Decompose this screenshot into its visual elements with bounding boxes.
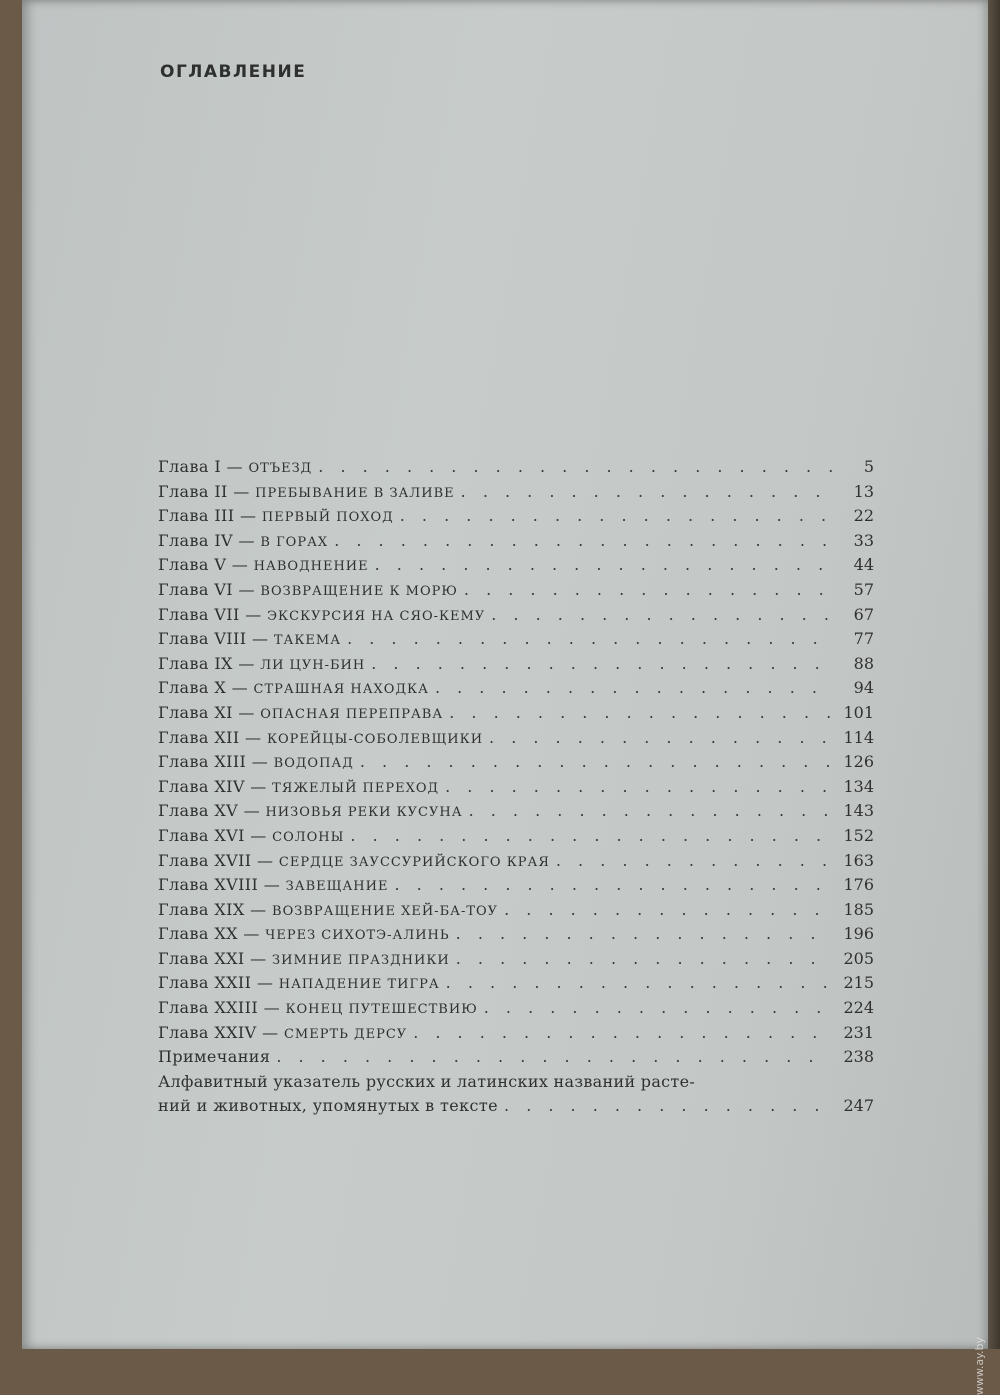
- chapter-label: [158, 580, 458, 599]
- em-dash: —: [233, 579, 261, 599]
- chapter-title: ЧЕРЕЗ СИХОТЭ-АЛИНЬ: [265, 928, 450, 944]
- page-number: 152: [843, 825, 874, 845]
- chapter-label: [158, 924, 450, 943]
- chapter-number: Глава XIII: [158, 752, 247, 772]
- chapter-number: Глава XV: [158, 801, 239, 821]
- watermark: www.ay.by: [973, 1337, 986, 1395]
- page-number: 57: [853, 579, 874, 599]
- chapter-number: Глава XX: [158, 924, 238, 944]
- chapter-title: СЕРДЦЕ ЗАУССУРИЙСКОГО КРАЯ: [278, 854, 550, 870]
- em-dash: —: [244, 776, 273, 796]
- em-dash: —: [244, 899, 273, 919]
- chapter-title: НАПАДЕНИЕ ТИГРА: [278, 977, 440, 993]
- page-title: ОГЛАВЛЕНИЕ: [160, 62, 307, 82]
- toc-chapter-entry: [158, 777, 874, 802]
- chapter-title: ОПАСНАЯ ПЕРЕПРАВА: [260, 706, 444, 722]
- em-dash: —: [221, 457, 249, 476]
- chapter-label: [158, 678, 429, 697]
- toc-chapter-entry: [158, 482, 874, 507]
- toc-notes-entry: [158, 1047, 874, 1072]
- em-dash: —: [251, 850, 279, 870]
- toc-chapter-entry: [158, 728, 874, 753]
- chapter-label: [158, 703, 443, 722]
- chapter-label: [158, 826, 344, 845]
- chapter-label: [158, 506, 394, 525]
- leader-dots: [371, 654, 832, 673]
- toc-chapter-entry: [158, 1023, 874, 1048]
- book-edge: [988, 0, 1000, 1349]
- chapter-number: Глава IV: [158, 530, 234, 550]
- leader-dots: [556, 851, 832, 870]
- chapter-label: [158, 949, 450, 968]
- page-number: 101: [843, 702, 874, 722]
- chapter-title: ЭКСКУРСИЯ НА СЯО-КЕМУ: [267, 608, 486, 624]
- page-number: 88: [853, 653, 874, 673]
- chapter-label: [158, 605, 485, 624]
- chapter-number: Глава IX: [158, 653, 233, 673]
- chapter-number: Глава XIV: [158, 776, 245, 796]
- chapter-number: Глава V: [158, 555, 227, 575]
- chapter-label: [158, 482, 455, 501]
- page-number: 224: [843, 998, 874, 1018]
- chapter-title: В ГОРАХ: [260, 534, 329, 550]
- chapter-number: Глава I: [158, 457, 222, 476]
- leader-dots: [464, 580, 832, 599]
- chapter-number: Глава VIII: [158, 629, 247, 649]
- em-dash: —: [226, 555, 254, 575]
- notes-label: Примечания: [158, 1047, 271, 1067]
- chapter-title: ЗАВЕЩАНИЕ: [285, 879, 389, 895]
- page-number: 33: [853, 530, 874, 550]
- chapter-title: ЛИ ЦУН-БИН: [260, 657, 366, 673]
- page-number: 22: [853, 506, 874, 526]
- index-label-line-2: ний и животных, упомянутых в тексте: [158, 1095, 499, 1115]
- page-number: 185: [843, 899, 874, 919]
- leader-dots: [360, 752, 832, 771]
- chapter-label: [158, 801, 463, 820]
- chapter-number: Глава XVII: [158, 850, 252, 870]
- toc-chapter-entry: [158, 875, 874, 900]
- chapter-title: ПЕРВЫЙ ПОХОД: [261, 510, 394, 526]
- leader-dots: [394, 875, 832, 894]
- chapter-number: Глава XXIII: [158, 998, 259, 1018]
- chapter-label: [158, 531, 328, 550]
- leader-dots: [484, 998, 832, 1017]
- em-dash: —: [232, 653, 261, 673]
- em-dash: —: [239, 604, 268, 624]
- em-dash: —: [251, 973, 279, 993]
- em-dash: —: [233, 530, 261, 550]
- toc-chapter-entry: [158, 506, 874, 531]
- index-page-number: 247: [843, 1095, 874, 1115]
- chapter-number: Глава XVI: [158, 825, 245, 845]
- em-dash: —: [258, 875, 286, 895]
- chapter-title: ТЯЖЕЛЫЙ ПЕРЕХОД: [272, 780, 440, 796]
- toc-chapter-entry: [158, 973, 874, 998]
- em-dash: —: [226, 678, 254, 698]
- chapter-title: ВОЗВРАЩЕНИЕ К МОРЮ: [260, 583, 458, 599]
- leader-dots: [504, 1096, 832, 1115]
- notes-page-number: 238: [843, 1047, 874, 1067]
- chapter-label: [158, 777, 439, 796]
- toc-chapter-entry: [158, 555, 874, 580]
- em-dash: —: [232, 702, 261, 722]
- leader-dots: [445, 777, 832, 796]
- chapter-title: СМЕРТЬ ДЕРСУ: [283, 1026, 408, 1042]
- em-dash: —: [238, 801, 266, 821]
- em-dash: —: [256, 1022, 284, 1042]
- chapter-title: НИЗОВЬЯ РЕКИ КУСУНА: [265, 805, 463, 821]
- page-number: 13: [853, 481, 874, 501]
- leader-dots: [347, 629, 832, 648]
- toc-index-entry: [158, 1072, 874, 1120]
- toc-chapter-entry: [158, 752, 874, 777]
- chapter-number: Глава XII: [158, 727, 240, 747]
- toc-chapter-entry: [158, 531, 874, 556]
- chapter-label: [158, 1023, 407, 1042]
- chapter-title: КОРЕЙЦЫ-СОБОЛЕВЩИКИ: [266, 731, 484, 747]
- chapter-title: КОНЕЦ ПУТЕШЕСТВИЮ: [285, 1002, 478, 1018]
- toc-chapter-entry: [158, 998, 874, 1023]
- chapter-label: [158, 973, 440, 992]
- chapter-title: ЗИМНИЕ ПРАЗДНИКИ: [272, 952, 450, 968]
- em-dash: —: [227, 481, 256, 501]
- em-dash: —: [237, 924, 266, 944]
- chapter-title: ВОЗВРАЩЕНИЕ ХЕЙ-БА-ТОУ: [272, 903, 499, 919]
- em-dash: —: [246, 629, 274, 649]
- em-dash: —: [258, 998, 286, 1018]
- toc-chapter-entry: [158, 826, 874, 851]
- chapter-number: Глава XVIII: [158, 875, 259, 895]
- show-through-text: [582, 80, 735, 168]
- toc-chapter-entry: [158, 801, 874, 826]
- leader-dots: [435, 678, 832, 697]
- chapter-number: Глава VII: [158, 604, 240, 624]
- toc-chapter-entry: [158, 605, 874, 630]
- leader-dots: [400, 506, 832, 525]
- chapter-title: ПРЕБЫВАНИЕ В ЗАЛИВЕ: [255, 485, 455, 501]
- page-number: 215: [843, 973, 874, 993]
- chapter-label: [158, 900, 498, 919]
- chapter-number: Глава XXIV: [158, 1022, 257, 1042]
- chapter-label: [158, 629, 341, 648]
- leader-dots: [276, 1047, 832, 1066]
- chapter-title: ОТЪЕЗД: [248, 461, 313, 476]
- table-of-contents: [158, 457, 874, 1120]
- page-number: 94: [853, 678, 874, 698]
- toc-chapter-entry: [158, 678, 874, 703]
- chapter-label: [158, 752, 354, 771]
- leader-dots: [413, 1023, 832, 1042]
- em-dash: —: [246, 752, 274, 772]
- chapter-title: ТАКЕМА: [273, 633, 342, 649]
- chapter-label: [158, 875, 388, 894]
- leader-dots: [469, 801, 832, 820]
- em-dash: —: [239, 727, 267, 747]
- leader-dots: [489, 728, 832, 747]
- chapter-label: [158, 555, 369, 574]
- chapter-title: СОЛОНЫ: [272, 829, 345, 845]
- toc-chapter-entry: [158, 654, 874, 679]
- em-dash: —: [244, 825, 273, 845]
- toc-chapter-entry: [158, 457, 874, 482]
- chapter-label: [158, 728, 483, 747]
- chapter-title: СТРАШНАЯ НАХОДКА: [253, 682, 429, 698]
- toc-chapter-entry: [158, 851, 874, 876]
- chapter-number: Глава X: [158, 678, 227, 698]
- chapter-number: Глава XI: [158, 702, 233, 722]
- page-number: 67: [853, 604, 874, 624]
- toc-chapter-entry: [158, 949, 874, 974]
- chapter-label: [158, 851, 550, 870]
- chapter-number: Глава XXI: [158, 948, 245, 968]
- toc-chapter-entry: [158, 580, 874, 605]
- chapter-number: Глава XIX: [158, 899, 245, 919]
- page-number: 77: [853, 629, 874, 649]
- page-number: 196: [843, 924, 874, 944]
- chapter-number: Глава II: [158, 481, 228, 501]
- page-number: 44: [853, 555, 874, 575]
- leader-dots: [456, 924, 832, 943]
- chapter-number: Глава XXII: [158, 973, 252, 993]
- page-number: 143: [843, 801, 874, 821]
- page-number: 134: [843, 776, 874, 796]
- leader-dots: [318, 457, 832, 476]
- chapter-label: [158, 654, 365, 673]
- page-number: 176: [843, 875, 874, 895]
- toc-chapter-entry: [158, 900, 874, 925]
- leader-dots: [375, 555, 832, 574]
- chapter-number: Глава VI: [158, 579, 234, 599]
- chapter-label: [158, 998, 478, 1017]
- chapter-title: НАВОДНЕНИЕ: [253, 559, 369, 575]
- page-number: 163: [843, 850, 874, 870]
- toc-chapter-entry: [158, 703, 874, 728]
- leader-dots: [449, 703, 832, 722]
- em-dash: —: [234, 506, 262, 526]
- toc-chapter-entry: [158, 629, 874, 654]
- leader-dots: [446, 973, 832, 992]
- page-number: 205: [843, 948, 874, 968]
- leader-dots: [350, 826, 832, 845]
- page-number: 231: [843, 1022, 874, 1042]
- em-dash: —: [244, 948, 273, 968]
- page-number: 5: [863, 457, 874, 476]
- leader-dots: [491, 605, 832, 624]
- page-number: 126: [843, 752, 874, 772]
- leader-dots: [456, 949, 832, 968]
- chapter-number: Глава III: [158, 506, 235, 526]
- page-number: 114: [843, 727, 874, 747]
- chapter-title: ВОДОПАД: [273, 756, 354, 772]
- toc-chapter-entry: [158, 924, 874, 949]
- leader-dots: [504, 900, 832, 919]
- index-label-line-1: Алфавитный указатель русских и латинских названий расте-: [158, 1071, 696, 1091]
- chapter-label: [158, 457, 312, 476]
- leader-dots: [461, 482, 832, 501]
- leader-dots: [334, 531, 832, 550]
